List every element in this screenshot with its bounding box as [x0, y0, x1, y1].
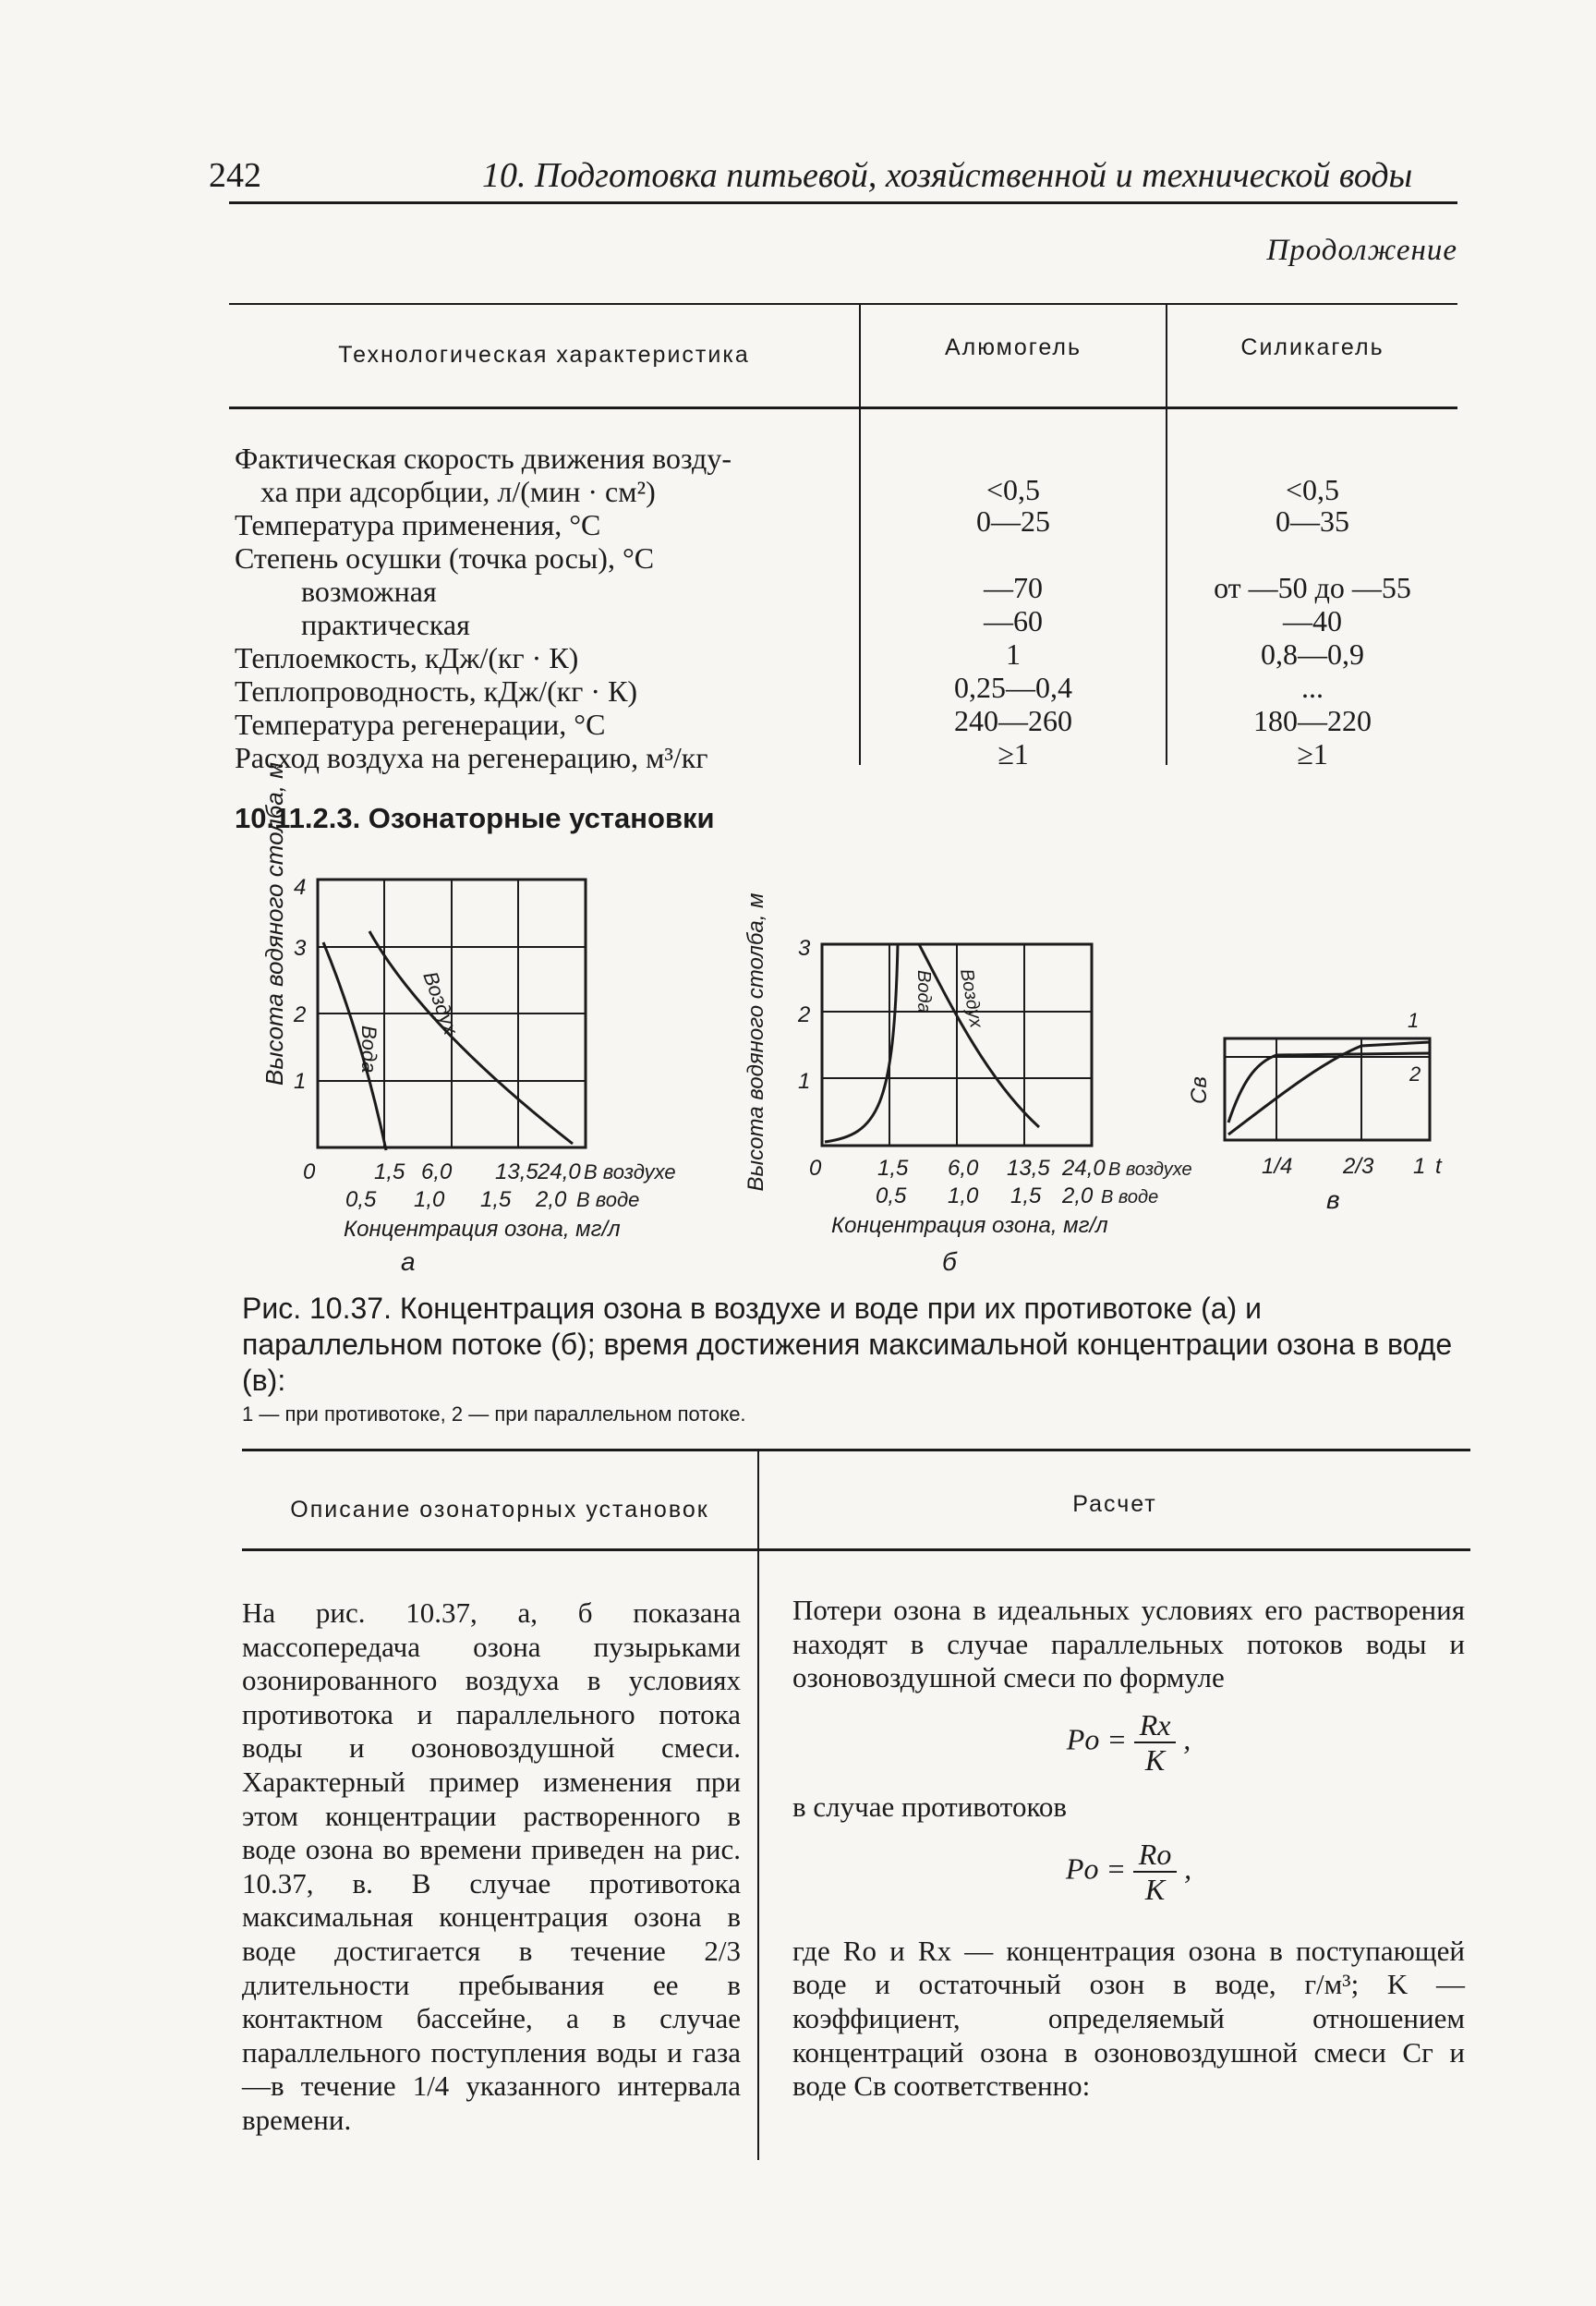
table-cell: ≥1	[998, 737, 1029, 771]
ytick: 2	[798, 1002, 811, 1027]
curve-label: 1	[1408, 1009, 1420, 1032]
xtick: 1,0	[414, 1187, 445, 1212]
table-cell: ≥1	[1297, 737, 1328, 771]
table-cell: —40	[1283, 604, 1342, 637]
page-number: 242	[209, 156, 261, 195]
table-row-label: практическая	[301, 608, 470, 641]
table-cell: 180—220	[1253, 704, 1372, 737]
ytick: 1	[798, 1069, 811, 1094]
table-cell: 0—35	[1276, 504, 1349, 538]
ytick: 3	[798, 936, 811, 961]
xtick: 1,5	[877, 1156, 909, 1181]
xtick: 6,0	[421, 1159, 453, 1184]
ytick: 4	[294, 875, 307, 900]
ylabel-a: Высота водяного столба, м	[260, 762, 288, 1086]
xtick: 2,0	[1062, 1183, 1094, 1208]
calc-intro: Потери озона в идеальных условиях его растворения находят в случае параллельных потоков воды и озоновоздушной смеси по формуле	[792, 1594, 1465, 1694]
table-header-alumogel: Алюмогель	[944, 334, 1082, 360]
table-cell: <0,5	[1285, 473, 1340, 506]
series-label: Вода	[357, 1026, 381, 1074]
xtick: 13,5	[495, 1159, 538, 1184]
xtick: 1,5	[480, 1187, 512, 1212]
table-cell: —60	[984, 604, 1043, 637]
figure-legend: 1 — при противотоке, 2 — при параллельном потоке.	[242, 1402, 746, 1426]
table-header-calculation: Расчет	[1072, 1491, 1157, 1517]
table-row-label: Температура регенерации, °С	[235, 708, 606, 741]
ylabel-c: Св	[1187, 1076, 1212, 1104]
xtick: 0,5	[345, 1187, 377, 1212]
xtick: 1,5	[374, 1159, 405, 1184]
series-label: Воздух	[418, 968, 463, 1038]
table-cell: 1	[1006, 637, 1021, 671]
curve-label: 2	[1409, 1062, 1421, 1086]
xtick: 1,0	[948, 1183, 979, 1208]
formula-counterflow: Pо = $\frac{Rо}{K}$ ,	[1065, 1837, 1192, 1907]
figure-caption: Рис. 10.37. Концентрация озона в воздухе и воде при их противотоке (а) и параллельном потоке (б); время достижения максимальной концентрации озона в воде (в):	[242, 1292, 1453, 1397]
ylabel-b: Высота водяного столба, м	[744, 892, 768, 1192]
series-label: Вода	[913, 970, 934, 1013]
table-cell: от —50 до —55	[1214, 571, 1411, 604]
series-label: Воздух	[956, 967, 986, 1030]
table-row-label: ха при адсорбции, л/(мин · см²)	[260, 475, 656, 508]
xsuffix: В воде	[1101, 1187, 1159, 1208]
formula-parallel: Pо = $\frac{Rx}{K}$ ,	[1066, 1707, 1191, 1778]
xtick: 2,0	[536, 1187, 567, 1212]
xtick: 1/4	[1262, 1154, 1293, 1179]
panel-label-b: б	[942, 1247, 957, 1276]
panel-label-a: а	[401, 1247, 416, 1276]
table-header-description: Описание озонаторных установок	[290, 1497, 709, 1523]
curve-water-b	[825, 944, 898, 1142]
xsuffix: В воде	[576, 1188, 640, 1211]
xtick: 6,0	[948, 1156, 979, 1181]
table-cell: 0,25—0,4	[954, 671, 1072, 704]
table-cell: —70	[984, 571, 1043, 604]
calculation-column	[792, 1594, 1465, 2104]
xtick: 1	[1413, 1154, 1426, 1179]
xsuffix: В воздухе	[584, 1160, 676, 1183]
table-row-label: возможная	[301, 575, 437, 608]
xtick: 24,0	[1062, 1156, 1106, 1181]
curve-air-b	[919, 944, 1039, 1127]
xsuffix: В воздухе	[1108, 1159, 1192, 1180]
xlabel-a: Концентрация озона, мг/л	[344, 1217, 621, 1242]
calc-mid: в случае противотоков	[792, 1790, 1068, 1823]
panel-label-c: в	[1326, 1185, 1340, 1214]
table-cell: 0—25	[976, 504, 1050, 538]
table-row-label: Теплоемкость, кДж/(кг · К)	[235, 641, 579, 674]
ytick: 2	[294, 1002, 307, 1027]
table-row-label: Степень осушки (точка росы), °С	[235, 541, 655, 575]
curve-air-a	[369, 931, 573, 1144]
xtick: 0	[809, 1156, 822, 1181]
table-cell: <0,5	[985, 473, 1041, 506]
continuation-label: Продолжение	[1266, 234, 1457, 267]
xtick: 24,0	[538, 1159, 581, 1184]
calc-end: где Rо и Rx — концентрация озона в поступающей воде и остаточный озон в воде, г/м³; K — коэффициент, определяемый отношением концентраций озона в озоновоздушной смеси Сг и воде Св соответственно:	[792, 1934, 1465, 2103]
ytick: 1	[294, 1069, 307, 1094]
xtick: 1,5	[1010, 1183, 1042, 1208]
table-row-label: Фактическая скорость движения возду-	[235, 442, 732, 475]
xtick: 2/3	[1343, 1154, 1374, 1179]
table-row-label: Расход воздуха на регенерацию, м³/кг	[235, 741, 708, 774]
table-cell: 240—260	[954, 704, 1072, 737]
ytick: 3	[294, 936, 307, 961]
description-text: На рис. 10.37, а, б показана массопередача озона пузырьками озонированного воздуха в условиях противотока и параллельного потока воды и озоновоздушной смеси. Характерный пример изменения при этом концентрации растворенного в воде озона во времени приведен на рис. 10.37, в. В случае противотока максимальная концентрация озона в воде достигается в течение 2/3 длительности пребывания ее в контактном бассейне, а в случае параллельного поступления воды и газа—в течение 1/4 указанного интервала времени.	[242, 1596, 741, 2136]
table-header-characteristic: Технологическая характеристика	[338, 342, 750, 368]
chart-c	[1225, 1038, 1430, 1140]
xtick: 0	[303, 1159, 316, 1184]
section-title: 10.11.2.3. Озонаторные установки	[235, 802, 715, 834]
xlabel-c: t	[1435, 1154, 1442, 1179]
table-cell: ...	[1301, 671, 1324, 704]
xtick: 13,5	[1007, 1156, 1050, 1181]
xlabel-b: Концентрация озона, мг/л	[831, 1213, 1108, 1238]
table-cell: 0,8—0,9	[1261, 637, 1364, 671]
table-row-label: Теплопроводность, кДж/(кг · К)	[235, 674, 638, 708]
table-header-silicagel: Силикагель	[1240, 334, 1384, 360]
table-row-label: Температура применения, °С	[235, 508, 601, 541]
xtick: 0,5	[876, 1183, 907, 1208]
running-title: 10. Подготовка питьевой, хозяйственной и технической воды	[482, 156, 1413, 195]
